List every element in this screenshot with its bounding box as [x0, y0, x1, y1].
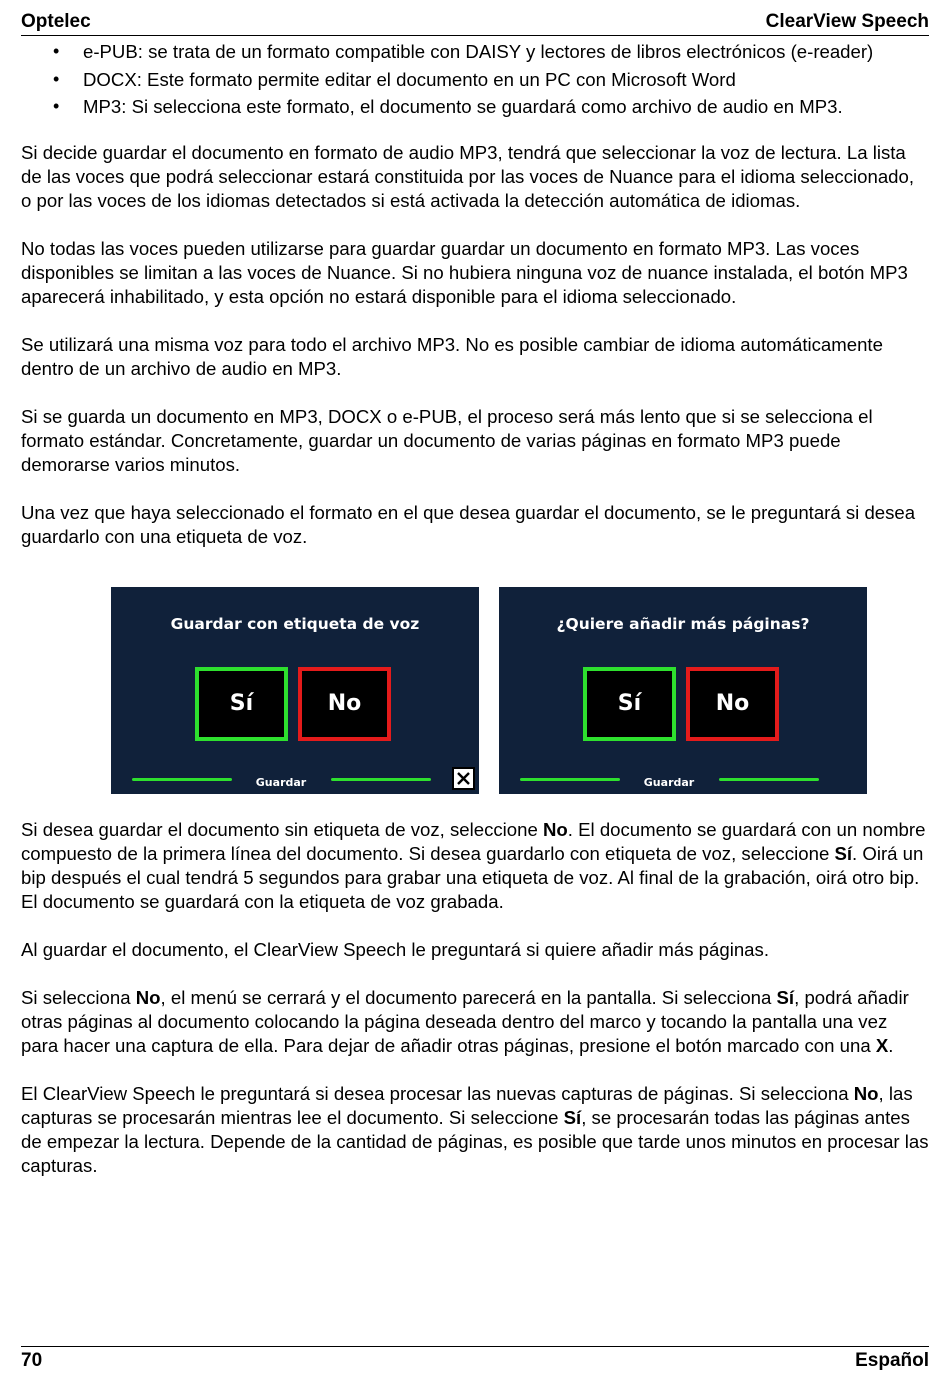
- close-button[interactable]: [452, 767, 475, 790]
- progress-bar-left: [132, 778, 232, 781]
- list-item: • MP3: Si selecciona este formato, el documento se guardará como archivo de audio en MP3.: [83, 93, 929, 121]
- progress-bar-right: [719, 778, 819, 781]
- page-header: [21, 10, 929, 36]
- paragraph: Si selecciona No, el menú se cerrará y el documento parecerá en la pantalla. Si selecciona Sí, podrá añadir otras páginas al documento colocando la página deseada dentro del marco y tocando la pantalla una vez para hacer una captura de ella. Para dejar de añadir otras páginas, presione el botón marcado con una X.: [21, 986, 909, 1056]
- no-button[interactable]: No: [298, 667, 391, 741]
- close-icon: [456, 771, 471, 786]
- header-product: ClearView Speech: [765, 11, 929, 32]
- paragraph: Si se guarda un documento en MP3, DOCX o e-PUB, el proceso será más lento que si se selecciona el formato estándar. Concretamente, guardar un documento de varias páginas en formato MP3 puede demorarse varios minutos.: [21, 405, 873, 475]
- footer-language: Español: [855, 1350, 929, 1371]
- format-list: [21, 38, 929, 121]
- no-button[interactable]: No: [686, 667, 779, 741]
- paragraph: Si desea guardar el documento sin etiqueta de voz, seleccione No. El documento se guardará con un nombre compuesto de la primera línea del documento. Si desea guardarlo con etiqueta de voz, seleccione Sí. Oirá un bip después el cual tendrá 5 segundos para grabar una etiqueta de voz. Al final de la grabación, oirá otro bip. El documento se guardará con la etiqueta de voz grabada.: [21, 818, 926, 912]
- dialog-title: ¿Quiere añadir más páginas?: [556, 614, 810, 633]
- paragraph: No todas las voces pueden utilizarse para guardar guardar un documento en formato MP3. Las voces disponibles se limitan a las voces de Nuance. Si no hubiera ninguna voz de nuance instalada, el botón MP3 aparecerá inhabilitado, y esta opción no estará disponible para el idioma seleccionado.: [21, 237, 908, 307]
- progress-bar-right: [331, 778, 431, 781]
- yes-button[interactable]: Sí: [583, 667, 676, 741]
- dialog-title: Guardar con etiqueta de voz: [170, 614, 420, 633]
- dialog-status: Guardar: [643, 775, 695, 789]
- voice-tag-dialog: [111, 587, 479, 794]
- list-item: • e-PUB: se trata de un formato compatible con DAISY y lectores de libros electrónicos (e-reader): [83, 38, 929, 66]
- header-brand: Optelec: [21, 11, 91, 32]
- paragraph: Una vez que haya seleccionado el formato en el que desea guardar el documento, se le preguntará si desea guardarlo con una etiqueta de voz.: [21, 501, 916, 547]
- yes-button[interactable]: Sí: [195, 667, 288, 741]
- paragraph: El ClearView Speech le preguntará si desea procesar las nuevas capturas de páginas. Si selecciona No, las capturas se procesarán mientras lee el documento. Si seleccione Sí, se procesarán todas las páginas antes de empezar la lectura. Depende de la cantidad de páginas, es posible que tarde unos minutos en procesar las capturas.: [21, 1082, 929, 1176]
- add-pages-dialog: [499, 587, 867, 794]
- page-content: [21, 38, 929, 1178]
- paragraph: Si decide guardar el documento en formato de audio MP3, tendrá que seleccionar la voz de lectura. La lista de las voces que podrá seleccionar estará constituida por las voces de Nuance para el idioma seleccionado, o por las voces de los idiomas detectados si está activada la detección automática de idiomas.: [21, 141, 915, 211]
- page-footer: [21, 1346, 929, 1374]
- progress-bar-left: [520, 778, 620, 781]
- paragraph: Al guardar el documento, el ClearView Speech le preguntará si quiere añadir más páginas.: [21, 938, 769, 960]
- dialog-status: Guardar: [255, 775, 307, 789]
- paragraph: Se utilizará una misma voz para todo el archivo MP3. No es posible cambiar de idioma automáticamente dentro de un archivo de audio en MP3.: [21, 333, 883, 379]
- list-item: • DOCX: Este formato permite editar el documento en un PC con Microsoft Word: [83, 66, 929, 94]
- page-number: 70: [21, 1350, 43, 1371]
- screenshot-row: [111, 587, 929, 794]
